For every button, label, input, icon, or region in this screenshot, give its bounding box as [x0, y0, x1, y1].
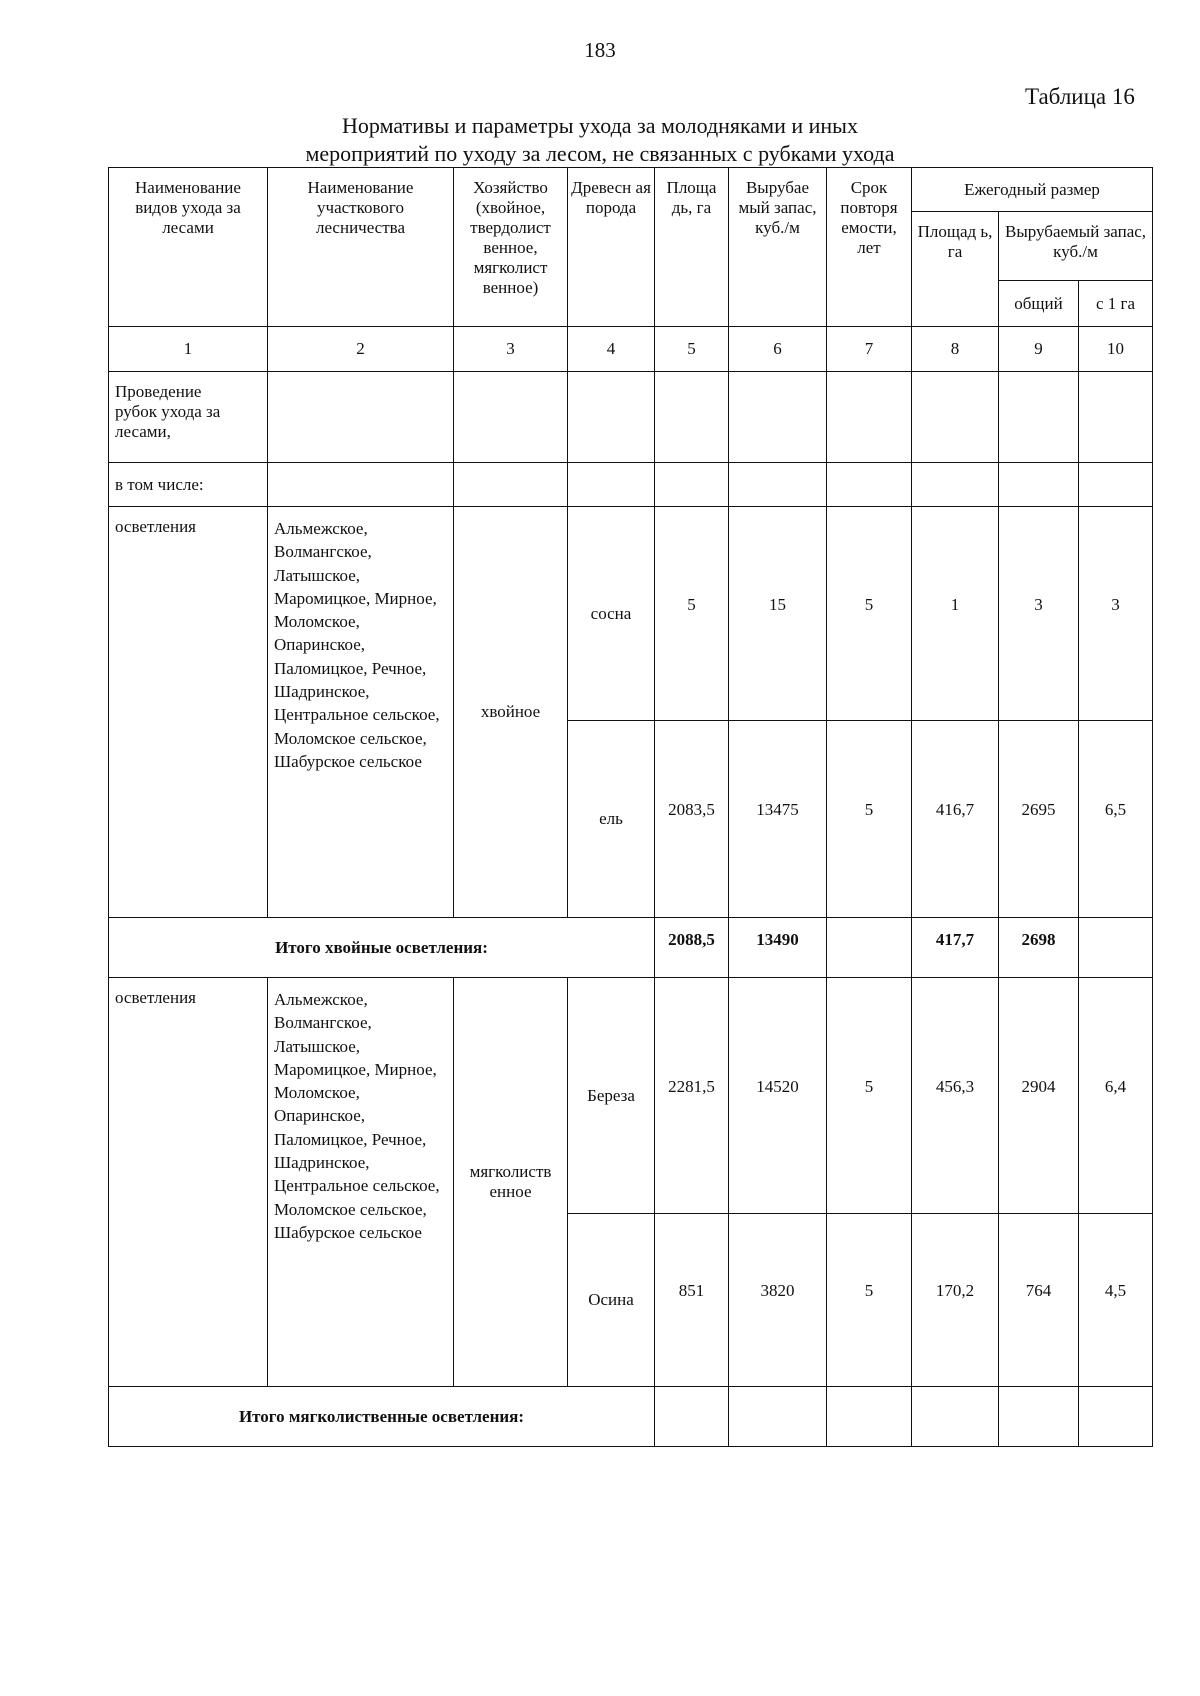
col-number: 2	[268, 327, 454, 372]
empty-cell	[912, 463, 999, 507]
empty-cell	[655, 1387, 729, 1447]
header-annual: Ежегодный размер	[912, 168, 1153, 212]
col-number: 6	[729, 327, 827, 372]
header-forestry: Наименование участкового лесничества	[268, 168, 454, 327]
per-ha-cell: 6,5	[1079, 721, 1153, 918]
empty-cell	[999, 463, 1079, 507]
table-row	[109, 507, 1153, 721]
group1-forestries: Альмежское, Волмангское, Латышское, Маромицкое, Мирное, Моломское, Опаринское, Паломицкое, Речное, Шадринское, Центральное сельское, Моломское сельское, Шабурское сельское	[268, 507, 454, 918]
annual-area-cell: 1	[912, 507, 999, 721]
empty-cell	[729, 1387, 827, 1447]
area-cell: 2281,5	[655, 978, 729, 1214]
total-per-ha-cell	[1079, 918, 1153, 978]
group1-farm: хвойное	[454, 507, 568, 918]
total-volume-cell: 13490	[729, 918, 827, 978]
column-number-row	[109, 327, 1153, 372]
total-annual-area-cell: 417,7	[912, 918, 999, 978]
annual-total-cell: 2904	[999, 978, 1079, 1214]
empty-cell	[1079, 1387, 1153, 1447]
empty-cell	[1079, 372, 1153, 463]
col-number: 7	[827, 327, 912, 372]
period-cell: 5	[827, 721, 912, 918]
table-title-line-2: мероприятий по уходу за лесом, не связанных с рубками ухода	[305, 141, 895, 166]
annual-total-cell: 3	[999, 507, 1079, 721]
header-annual-per-ha: с 1 га	[1079, 281, 1153, 327]
species-cell: Осина	[568, 1214, 655, 1387]
col-number: 4	[568, 327, 655, 372]
group1-kind: осветления	[109, 507, 268, 918]
header-farm: Хозяйство (хвойное, твердолист венное, мягколист венное)	[454, 168, 568, 327]
row-conduct-label: Проведение рубок ухода за лесами,	[109, 372, 268, 463]
group1-total-label: Итого хвойные осветления:	[109, 918, 655, 978]
empty-cell	[827, 1387, 912, 1447]
volume-cell: 15	[729, 507, 827, 721]
total-row	[109, 1387, 1153, 1447]
empty-cell	[912, 1387, 999, 1447]
header-annual-total: общий	[999, 281, 1079, 327]
col-number: 1	[109, 327, 268, 372]
empty-cell	[268, 372, 454, 463]
page-number: 183	[584, 38, 616, 62]
table-row	[109, 978, 1153, 1214]
empty-cell	[827, 372, 912, 463]
empty-cell	[454, 463, 568, 507]
species-cell: Береза	[568, 978, 655, 1214]
empty-cell	[912, 372, 999, 463]
row-including	[109, 463, 1153, 507]
col-number: 5	[655, 327, 729, 372]
table-label: Таблица 16	[1025, 84, 1135, 109]
annual-total-cell: 2695	[999, 721, 1079, 918]
col-number: 8	[912, 327, 999, 372]
header-annual-volume: Вырубаемый запас, куб./м	[999, 212, 1153, 281]
total-annual-total-cell: 2698	[999, 918, 1079, 978]
period-cell: 5	[827, 507, 912, 721]
period-cell: 5	[827, 978, 912, 1214]
volume-cell: 3820	[729, 1214, 827, 1387]
col-number: 3	[454, 327, 568, 372]
norms-table	[108, 167, 1153, 1447]
group2-forestries: Альмежское, Волмангское, Латышское, Маромицкое, Мирное, Моломское, Опаринское, Паломицкое, Речное, Шадринское, Центральное сельское, Моломское сельское, Шабурское сельское	[268, 978, 454, 1387]
area-cell: 2083,5	[655, 721, 729, 918]
empty-cell	[1079, 463, 1153, 507]
species-cell: сосна	[568, 507, 655, 721]
header-annual-area: Площад ь, га	[912, 212, 999, 327]
group2-farm: мягколиств енное	[454, 978, 568, 1387]
group2-total-label: Итого мягколиственные осветления:	[109, 1387, 655, 1447]
header-species: Древесн ая порода	[568, 168, 655, 327]
area-cell: 5	[655, 507, 729, 721]
empty-cell	[999, 1387, 1079, 1447]
col-number: 9	[999, 327, 1079, 372]
row-including-label: в том числе:	[109, 463, 268, 507]
header-volume: Вырубае мый запас, куб./м	[729, 168, 827, 327]
volume-cell: 14520	[729, 978, 827, 1214]
empty-cell	[655, 463, 729, 507]
total-period-cell	[827, 918, 912, 978]
area-cell: 851	[655, 1214, 729, 1387]
annual-area-cell: 456,3	[912, 978, 999, 1214]
period-cell: 5	[827, 1214, 912, 1387]
annual-area-cell: 416,7	[912, 721, 999, 918]
volume-cell: 13475	[729, 721, 827, 918]
per-ha-cell: 6,4	[1079, 978, 1153, 1214]
species-cell: ель	[568, 721, 655, 918]
group2-kind: осветления	[109, 978, 268, 1387]
empty-cell	[568, 463, 655, 507]
empty-cell	[268, 463, 454, 507]
empty-cell	[729, 372, 827, 463]
row-conduct	[109, 372, 1153, 463]
header-kind: Наименование видов ухода за лесами	[109, 168, 268, 327]
header-period: Срок повторя емости, лет	[827, 168, 912, 327]
empty-cell	[827, 463, 912, 507]
empty-cell	[729, 463, 827, 507]
total-row	[109, 918, 1153, 978]
per-ha-cell: 3	[1079, 507, 1153, 721]
col-number: 10	[1079, 327, 1153, 372]
annual-total-cell: 764	[999, 1214, 1079, 1387]
empty-cell	[999, 372, 1079, 463]
table-title-line-1: Нормативы и параметры ухода за молодняками и иных	[342, 113, 858, 138]
header-row-1	[109, 168, 1153, 212]
empty-cell	[568, 372, 655, 463]
header-area: Площа дь, га	[655, 168, 729, 327]
per-ha-cell: 4,5	[1079, 1214, 1153, 1387]
empty-cell	[454, 372, 568, 463]
total-area-cell: 2088,5	[655, 918, 729, 978]
empty-cell	[655, 372, 729, 463]
annual-area-cell: 170,2	[912, 1214, 999, 1387]
